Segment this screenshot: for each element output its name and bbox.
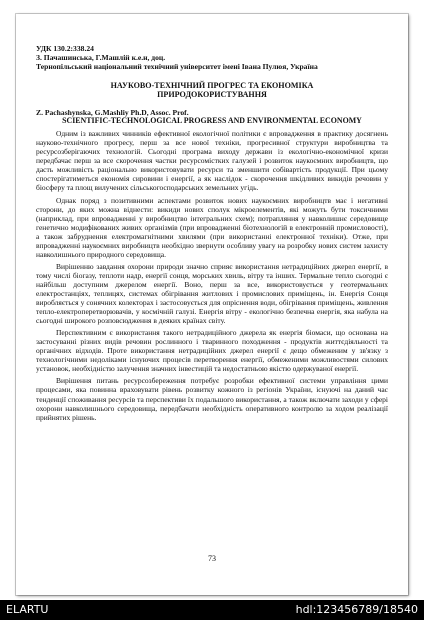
paragraph: Однак поряд з позитивними аспектами розвиток нових наукоємних виробництв має і негативні сторони, до яких можна віднести: викиди нових сполук мікроелементів, які можуть бути токсичними (наприклад, при впровадженні у виробництво інтегральних схем); потрапляння у навколишнє середовище генетично модифікованих живих організмів (при впровадженні біотехнологій в електронній промисловості), а також забруднення електромагнітними хвилями (при використанні електронної техніки). Отже, при впровадженні наукоємних виробництв необхідно звернути особливу увагу на розробку нових систем захисту навколишнього природного середовища. <box>36 195 388 259</box>
authors-en: Z. Pachashynska, G.Mashliy Ph.D, Assoc. Prof. <box>36 108 189 118</box>
affiliation: Тернопільський національний технічний університет імені Івана Пулюя, Україна <box>36 62 318 71</box>
authors-ua: З. Пачашинська, Г.Машлій к.е.н, доц. <box>36 53 166 62</box>
document-page <box>16 14 408 595</box>
paragraph: Вирішення питань ресурсозбереження потребує розробки ефективної системи управління цими процесами, яка повинна враховувати рівень розвитку кожного із регіонів України, існуючі на даний час тенденції споживання ресурсів та перспективи їх подальшого використання, а також включати заходи у сфері охорони навколишнього середовища, передбачати необхідність оперативного контролю за ходом реалізації прийнятих рішень. <box>36 376 388 422</box>
paragraph: Вирішенню завдання охорони природи значно сприяє використання нетрадиційних джерел енергії, в тому числі біогазу, теплоти надр, енергії сонця, морських хвиль, вітру та інших. Термальне тепло сьогодні є найбільш доступним джерелом енергії. Воно, перш за все, використовується у геотермальних електростанціях, теплицях, системах обігрівання житлових і промислових приміщень, ін. Енергія Сонця виробляється у сонячних колекторах і застосовується для опріснення води, обігрівання приміщень, живлення тепло-електроперетворювачів, у космічній галузі. Енергія вітру - екологічно безпечна енергія, яка набула на сьогодні широкого розповсюдження в деяких країнах світу. <box>36 261 388 326</box>
page-number: 73 <box>208 554 216 563</box>
title-ua: НАУКОВО-ТЕХНІЧНИЙ ПРОГРЕС ТА ЕКОНОМІКА ПРИРОДОКОРИСТУВАННЯ <box>110 81 314 100</box>
paragraph: Перспективним є використання такого нетрадиційного джерела як енергія біомаси, що основана на застосуванні різних видів речовин рослинного і тваринного походження - продуктів життєдіяльності та органічних відходів. Проте використання нетрадиційних джерел енергії є дещо обмеженим у зв'язку з технологічними недоліками існуючих процесів перетворення енергії, обмеженими можливостями силових установок, необхідністю залучення значних інвестицій та недостатньою якістю одержуваної енергії. <box>36 328 388 374</box>
udc-code: УДК 130.2:338.24 <box>36 44 94 53</box>
paragraph: Одним із важливих чинників ефективної екологічної політики є впровадження в практику досягнень науково-технічного прогресу, перш за все нової техніки, прогресивної структури виробництва та ресурсозберігаючих технологій. Сьогодні програма виходу держави із екологічно-економічної кризи передбачає перш за все скорочення частки ресурсомістких галузей і розвиток наукоємних виробництв, що дасть можливість раціонально використовувати ресурси та зменшити собівартість продукції. При цьому спостерігатиметься економія сировини і енергії, а як наслідок - скорочення шкідливих викидів речовин у біосферу та площ вилучених сільськогосподарських земельних угідь. <box>36 129 388 193</box>
page-content <box>36 44 388 422</box>
title-en: SCIENTIFIC-TECHNOLOGICAL PROGRESS AND ENVIRONMENTAL ECONOMY <box>62 116 362 126</box>
handle-id: hdl:123456789/18540 <box>295 603 418 616</box>
repository-name: ELARTU <box>6 603 49 616</box>
footer-bar <box>0 600 424 620</box>
